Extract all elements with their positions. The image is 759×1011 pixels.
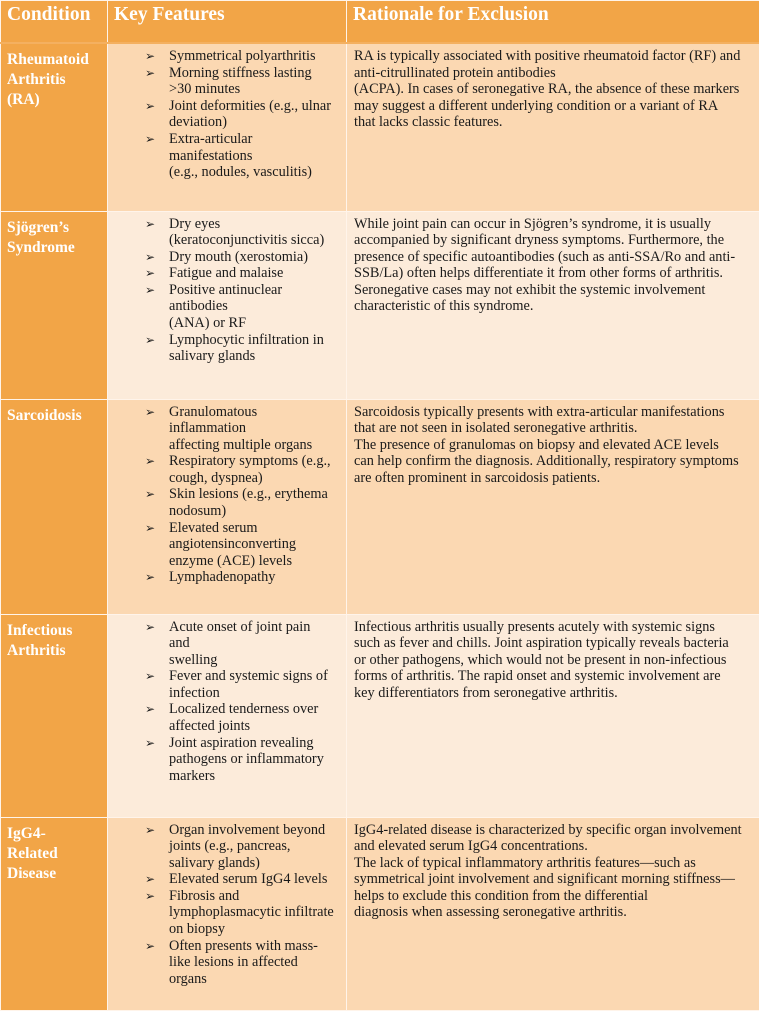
rationale-cell bbox=[347, 817, 759, 1010]
arrow-bullet-icon: ➢ bbox=[145, 249, 155, 266]
arrow-bullet-icon: ➢ bbox=[145, 98, 155, 115]
rationale-cell bbox=[347, 211, 759, 399]
feature-text-line: Joint deformities (e.g., ulnar bbox=[169, 98, 342, 115]
feature-item bbox=[110, 486, 342, 519]
arrow-bullet-icon: ➢ bbox=[145, 453, 155, 470]
feature-item bbox=[110, 282, 342, 332]
feature-item bbox=[110, 619, 342, 669]
feature-item bbox=[110, 871, 342, 888]
table-row bbox=[1, 43, 759, 211]
condition-name-line: Syndrome bbox=[7, 238, 101, 258]
condition-name-line: IgG4- bbox=[7, 824, 101, 844]
feature-text-line: angiotensinconverting bbox=[169, 536, 342, 553]
arrow-bullet-icon: ➢ bbox=[145, 668, 155, 685]
condition-cell bbox=[1, 817, 108, 1010]
feature-text-line: Extra-articular bbox=[169, 131, 342, 148]
feature-list bbox=[110, 216, 342, 365]
feature-text-line: Elevated serum bbox=[169, 520, 342, 537]
feature-text-line: Positive antinuclear bbox=[169, 282, 342, 299]
feature-text-line: affecting multiple organs bbox=[169, 437, 342, 454]
table-header bbox=[1, 1, 759, 44]
feature-text-line: Morning stiffness lasting bbox=[169, 65, 342, 82]
feature-text-line: affected joints bbox=[169, 718, 342, 735]
rationale-text-line: Seronegative cases may not exhibit the systemic involvement bbox=[354, 282, 753, 299]
table-row bbox=[1, 399, 759, 614]
feature-item bbox=[110, 332, 342, 365]
arrow-bullet-icon: ➢ bbox=[145, 871, 155, 888]
feature-text-line: on biopsy bbox=[169, 921, 342, 938]
rationale-text-line: diagnosis when assessing seronegative arthritis. bbox=[354, 904, 753, 921]
condition-name-line: (RA) bbox=[7, 90, 101, 110]
feature-text-line: lymphoplasmacytic infiltrate bbox=[169, 904, 342, 921]
arrow-bullet-icon: ➢ bbox=[145, 332, 155, 349]
rationale-text-line: The presence of granulomas on biopsy and elevated ACE levels bbox=[354, 437, 753, 454]
feature-item bbox=[110, 735, 342, 785]
feature-text-line: (e.g., nodules, vasculitis) bbox=[169, 164, 342, 181]
rationale-text-line: Sarcoidosis typically presents with extra-articular manifestations bbox=[354, 404, 753, 421]
rationale-text-line: (ACPA). In cases of seronegative RA, the absence of these markers bbox=[354, 81, 753, 98]
arrow-bullet-icon: ➢ bbox=[145, 569, 155, 586]
feature-text-line: nodosum) bbox=[169, 503, 342, 520]
arrow-bullet-icon: ➢ bbox=[145, 265, 155, 282]
feature-text-line: Lymphocytic infiltration in bbox=[169, 332, 342, 349]
feature-item bbox=[110, 453, 342, 486]
feature-text-line: salivary glands bbox=[169, 348, 342, 365]
condition-name-line: Arthritis bbox=[7, 641, 101, 661]
rationale-text-line: RA is typically associated with positive rheumatoid factor (RF) and bbox=[354, 48, 753, 65]
key-features-cell bbox=[108, 614, 347, 817]
feature-text-line: Granulomatous bbox=[169, 404, 342, 421]
feature-text-line: pathogens or inflammatory bbox=[169, 751, 342, 768]
key-features-cell bbox=[108, 43, 347, 211]
condition-cell bbox=[1, 614, 108, 817]
arrow-bullet-icon: ➢ bbox=[145, 888, 155, 905]
rationale-cell bbox=[347, 43, 759, 211]
feature-text-line: Joint aspiration revealing bbox=[169, 735, 342, 752]
rationale-cell bbox=[347, 614, 759, 817]
feature-text-line: Elevated serum IgG4 levels bbox=[169, 871, 342, 888]
feature-text-line: antibodies bbox=[169, 298, 342, 315]
feature-item bbox=[110, 822, 342, 872]
feature-text-line: swelling bbox=[169, 652, 342, 669]
rationale-text-line: SSB/La) often helps differentiate it from other forms of arthritis. bbox=[354, 265, 753, 282]
feature-text-line: markers bbox=[169, 768, 342, 785]
feature-list bbox=[110, 404, 342, 587]
arrow-bullet-icon: ➢ bbox=[145, 48, 155, 65]
rationale-text-line: may suggest a different underlying condition or a variant of RA bbox=[354, 98, 753, 115]
feature-text-line: Localized tenderness over bbox=[169, 701, 342, 718]
rationale-text-line: characteristic of this syndrome. bbox=[354, 298, 753, 315]
feature-item bbox=[110, 265, 342, 282]
arrow-bullet-icon: ➢ bbox=[145, 282, 155, 299]
feature-list bbox=[110, 822, 342, 988]
arrow-bullet-icon: ➢ bbox=[145, 486, 155, 503]
feature-item bbox=[110, 701, 342, 734]
feature-text-line: Lymphadenopathy bbox=[169, 569, 342, 586]
condition-cell bbox=[1, 43, 108, 211]
condition-name-line: Disease bbox=[7, 864, 101, 884]
arrow-bullet-icon: ➢ bbox=[145, 520, 155, 537]
arrow-bullet-icon: ➢ bbox=[145, 619, 155, 636]
feature-text-line: manifestations bbox=[169, 148, 342, 165]
rationale-cell bbox=[347, 399, 759, 614]
rationale-text-line: IgG4-related disease is characterized by specific organ involvement bbox=[354, 822, 753, 839]
table-row bbox=[1, 614, 759, 817]
header-rationale: Rationale for Exclusion bbox=[347, 1, 759, 44]
rationale-text-line: Infectious arthritis usually presents acutely with systemic signs bbox=[354, 619, 753, 636]
header-condition: Condition bbox=[1, 1, 108, 44]
feature-text-line: Dry eyes bbox=[169, 216, 342, 233]
condition-name-line: Infectious bbox=[7, 621, 101, 641]
feature-text-line: infection bbox=[169, 685, 342, 702]
feature-text-line: Fibrosis and bbox=[169, 888, 342, 905]
rationale-text-line: helps to exclude this condition from the differential bbox=[354, 888, 753, 905]
feature-text-line: cough, dyspnea) bbox=[169, 470, 342, 487]
arrow-bullet-icon: ➢ bbox=[145, 216, 155, 233]
feature-text-line: organs bbox=[169, 971, 342, 988]
feature-text-line: enzyme (ACE) levels bbox=[169, 553, 342, 570]
rationale-text-line: symmetrical joint involvement and significant morning stiffness— bbox=[354, 871, 753, 888]
condition-cell bbox=[1, 211, 108, 399]
feature-item bbox=[110, 404, 342, 454]
key-features-cell bbox=[108, 399, 347, 614]
feature-item bbox=[110, 65, 342, 98]
feature-text-line: >30 minutes bbox=[169, 81, 342, 98]
feature-item bbox=[110, 48, 342, 65]
key-features-cell bbox=[108, 817, 347, 1010]
feature-list bbox=[110, 48, 342, 181]
feature-text-line: Respiratory symptoms (e.g., bbox=[169, 453, 342, 470]
rationale-text-line: key differentiators from seronegative arthritis. bbox=[354, 685, 753, 702]
feature-text-line: Skin lesions (e.g., erythema bbox=[169, 486, 342, 503]
condition-name-line: Rheumatoid bbox=[7, 50, 101, 70]
arrow-bullet-icon: ➢ bbox=[145, 938, 155, 955]
feature-item bbox=[110, 216, 342, 249]
condition-name-line: Sjögren’s bbox=[7, 218, 101, 238]
feature-text-line: inflammation bbox=[169, 420, 342, 437]
feature-item bbox=[110, 131, 342, 181]
feature-item bbox=[110, 98, 342, 131]
rationale-text-line: accompanied by significant dryness symptoms. Furthermore, the bbox=[354, 232, 753, 249]
rationale-text-line: While joint pain can occur in Sjögren’s syndrome, it is usually bbox=[354, 216, 753, 233]
feature-text-line: Dry mouth (xerostomia) bbox=[169, 249, 342, 266]
feature-text-line: deviation) bbox=[169, 114, 342, 131]
feature-text-line: Often presents with mass- bbox=[169, 938, 342, 955]
rationale-text-line: such as fever and chills. Joint aspiration typically reveals bacteria bbox=[354, 635, 753, 652]
arrow-bullet-icon: ➢ bbox=[145, 822, 155, 839]
feature-text-line: Fever and systemic signs of bbox=[169, 668, 342, 685]
header-key-features: Key Features bbox=[108, 1, 347, 44]
key-features-cell bbox=[108, 211, 347, 399]
rationale-text-line: or other pathogens, which would not be present in non-infectious bbox=[354, 652, 753, 669]
rationale-text-line: that lacks classic features. bbox=[354, 114, 753, 131]
feature-list bbox=[110, 619, 342, 785]
arrow-bullet-icon: ➢ bbox=[145, 701, 155, 718]
rationale-text-line: anti-citrullinated protein antibodies bbox=[354, 65, 753, 82]
rationale-text-line: can help confirm the diagnosis. Additionally, respiratory symptoms bbox=[354, 453, 753, 470]
condition-name-line: Arthritis bbox=[7, 70, 101, 90]
arrow-bullet-icon: ➢ bbox=[145, 735, 155, 752]
feature-item bbox=[110, 888, 342, 938]
feature-text-line: (ANA) or RF bbox=[169, 315, 342, 332]
arrow-bullet-icon: ➢ bbox=[145, 404, 155, 421]
table-row bbox=[1, 817, 759, 1010]
arrow-bullet-icon: ➢ bbox=[145, 131, 155, 148]
feature-text-line: like lesions in affected bbox=[169, 954, 342, 971]
feature-item bbox=[110, 249, 342, 266]
condition-cell bbox=[1, 399, 108, 614]
rationale-text-line: presence of specific autoantibodies (such as anti-SSA/Ro and anti- bbox=[354, 249, 753, 266]
feature-item bbox=[110, 569, 342, 586]
table-row bbox=[1, 211, 759, 399]
feature-item bbox=[110, 938, 342, 988]
rationale-text-line: and elevated serum IgG4 concentrations. bbox=[354, 838, 753, 855]
arrow-bullet-icon: ➢ bbox=[145, 65, 155, 82]
table-body bbox=[1, 43, 759, 1010]
rationale-text-line: forms of arthritis. The rapid onset and systemic involvement are bbox=[354, 668, 753, 685]
rationale-text-line: are often prominent in sarcoidosis patients. bbox=[354, 470, 753, 487]
feature-text-line: Fatigue and malaise bbox=[169, 265, 342, 282]
feature-text-line: joints (e.g., pancreas, bbox=[169, 838, 342, 855]
rationale-text-line: that are not seen in isolated seronegative arthritis. bbox=[354, 420, 753, 437]
feature-text-line: Organ involvement beyond bbox=[169, 822, 342, 839]
feature-text-line: Acute onset of joint pain bbox=[169, 619, 342, 636]
feature-text-line: (keratoconjunctivitis sicca) bbox=[169, 232, 342, 249]
feature-text-line: salivary glands) bbox=[169, 855, 342, 872]
feature-item bbox=[110, 520, 342, 570]
condition-name-line: Related bbox=[7, 844, 101, 864]
feature-text-line: Symmetrical polyarthritis bbox=[169, 48, 342, 65]
feature-item bbox=[110, 668, 342, 701]
condition-name-line: Sarcoidosis bbox=[7, 406, 101, 426]
feature-text-line: and bbox=[169, 635, 342, 652]
rationale-text-line: The lack of typical inflammatory arthritis features—such as bbox=[354, 855, 753, 872]
